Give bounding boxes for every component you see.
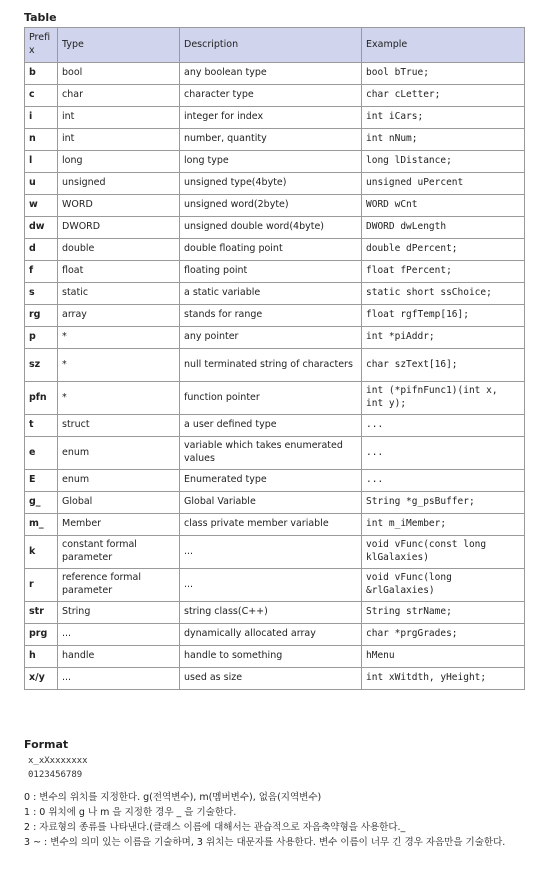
cell-type: *: [58, 349, 180, 382]
column-header-example: Example: [362, 28, 525, 63]
cell-prefix: pfn: [25, 382, 58, 415]
cell-type: constant formal parameter: [58, 536, 180, 569]
format-note: 2 : 자료형의 종류를 나타낸다.(클래스 이름에 대해서는 관습적으로 자음축약형을 사용한다._: [24, 822, 406, 833]
cell-example: int nNum;: [362, 129, 525, 151]
cell-description: function pointer: [180, 382, 362, 415]
cell-type: double: [58, 239, 180, 261]
cell-type: char: [58, 85, 180, 107]
table-row: [25, 382, 525, 415]
cell-example: WORD wCnt: [362, 195, 525, 217]
cell-type: String: [58, 602, 180, 624]
cell-type: Global: [58, 492, 180, 514]
format-note: 1 : 0 위치에 g 나 m 을 지정한 경우 _ 을 기술한다.: [24, 807, 237, 818]
cell-description: any pointer: [180, 327, 362, 349]
cell-example: hMenu: [362, 646, 525, 668]
cell-prefix: b: [25, 63, 58, 85]
cell-type: int: [58, 129, 180, 151]
table-row: [25, 415, 525, 437]
cell-example: double dPercent;: [362, 239, 525, 261]
cell-example: char *prgGrades;: [362, 624, 525, 646]
format-heading: Format: [24, 738, 69, 751]
cell-prefix: str: [25, 602, 58, 624]
cell-prefix: i: [25, 107, 58, 129]
column-header-description: Description: [180, 28, 362, 63]
format-note: 3 ~ : 변수의 의미 있는 이름을 기술하며, 3 위치는 대문자를 사용한다. 변수 이름이 너무 긴 경우 자음만을 기술한다.: [24, 837, 506, 848]
cell-prefix: n: [25, 129, 58, 151]
cell-description: unsigned double word(4byte): [180, 217, 362, 239]
table-row: [25, 305, 525, 327]
cell-prefix: t: [25, 415, 58, 437]
cell-type: reference formal parameter: [58, 569, 180, 602]
cell-prefix: e: [25, 437, 58, 470]
column-header-type: Type: [58, 28, 180, 63]
cell-type: *: [58, 382, 180, 415]
cell-example: static short ssChoice;: [362, 283, 525, 305]
table-row: [25, 327, 525, 349]
cell-type: struct: [58, 415, 180, 437]
cell-prefix: p: [25, 327, 58, 349]
cell-example: String strName;: [362, 602, 525, 624]
cell-description: Global Variable: [180, 492, 362, 514]
cell-description: unsigned type(4byte): [180, 173, 362, 195]
cell-example: float fPercent;: [362, 261, 525, 283]
table-row: [25, 602, 525, 624]
cell-example: int m_iMember;: [362, 514, 525, 536]
cell-description: dynamically allocated array: [180, 624, 362, 646]
format-note: 0 : 변수의 위치를 지정한다. g(전역변수), m(멤버변수), 없음(지역변수): [24, 792, 322, 803]
cell-type: unsigned: [58, 173, 180, 195]
cell-description: string class(C++): [180, 602, 362, 624]
format-indices: 0123456789: [28, 770, 83, 780]
table-row: [25, 514, 525, 536]
cell-type: handle: [58, 646, 180, 668]
cell-description: variable which takes enumerated values: [180, 437, 362, 470]
table-row: [25, 217, 525, 239]
table-row: [25, 129, 525, 151]
cell-example: void vFunc(const long klGalaxies): [362, 536, 525, 569]
table-row: [25, 624, 525, 646]
table-body: [25, 63, 525, 690]
cell-description: null terminated string of characters: [180, 349, 362, 382]
column-header-prefix: Prefix: [25, 28, 58, 63]
cell-example: ...: [362, 470, 525, 492]
cell-type: Member: [58, 514, 180, 536]
cell-description: number, quantity: [180, 129, 362, 151]
table-heading: Table: [24, 11, 57, 24]
cell-prefix: d: [25, 239, 58, 261]
cell-example: int xWitdth, yHeight;: [362, 668, 525, 690]
cell-example: int *piAddr;: [362, 327, 525, 349]
table-row: [25, 668, 525, 690]
cell-description: floating point: [180, 261, 362, 283]
table-row: [25, 261, 525, 283]
cell-description: stands for range: [180, 305, 362, 327]
cell-prefix: w: [25, 195, 58, 217]
cell-description: ...: [180, 569, 362, 602]
cell-type: WORD: [58, 195, 180, 217]
table-row: [25, 470, 525, 492]
cell-type: enum: [58, 470, 180, 492]
cell-example: char cLetter;: [362, 85, 525, 107]
table-header-row: [25, 28, 525, 63]
table-row: [25, 569, 525, 602]
format-pattern: x_xXxxxxxxx: [28, 756, 88, 766]
table-row: [25, 173, 525, 195]
cell-description: character type: [180, 85, 362, 107]
cell-example: long lDistance;: [362, 151, 525, 173]
table-row: [25, 239, 525, 261]
cell-prefix: x/y: [25, 668, 58, 690]
cell-example: ...: [362, 415, 525, 437]
cell-example: DWORD dwLength: [362, 217, 525, 239]
cell-type: *: [58, 327, 180, 349]
cell-prefix: r: [25, 569, 58, 602]
cell-description: class private member variable: [180, 514, 362, 536]
cell-example: char szText[16];: [362, 349, 525, 382]
cell-type: int: [58, 107, 180, 129]
cell-example: int iCars;: [362, 107, 525, 129]
cell-description: a static variable: [180, 283, 362, 305]
cell-example: bool bTrue;: [362, 63, 525, 85]
cell-description: handle to something: [180, 646, 362, 668]
cell-prefix: h: [25, 646, 58, 668]
cell-prefix: rg: [25, 305, 58, 327]
cell-type: DWORD: [58, 217, 180, 239]
cell-description: any boolean type: [180, 63, 362, 85]
cell-prefix: g_: [25, 492, 58, 514]
table-row: [25, 536, 525, 569]
table-row: [25, 492, 525, 514]
cell-type: array: [58, 305, 180, 327]
cell-example: unsigned uPercent: [362, 173, 525, 195]
cell-example: ...: [362, 437, 525, 470]
cell-prefix: dw: [25, 217, 58, 239]
cell-type: ...: [58, 668, 180, 690]
cell-example: float rgfTemp[16];: [362, 305, 525, 327]
cell-description: unsigned word(2byte): [180, 195, 362, 217]
cell-prefix: f: [25, 261, 58, 283]
cell-example: void vFunc(long &rlGalaxies): [362, 569, 525, 602]
cell-prefix: l: [25, 151, 58, 173]
cell-prefix: c: [25, 85, 58, 107]
cell-prefix: u: [25, 173, 58, 195]
cell-prefix: m_: [25, 514, 58, 536]
cell-prefix: E: [25, 470, 58, 492]
cell-type: ...: [58, 624, 180, 646]
cell-description: Enumerated type: [180, 470, 362, 492]
cell-type: bool: [58, 63, 180, 85]
table-row: [25, 195, 525, 217]
table-row: [25, 349, 525, 382]
cell-type: float: [58, 261, 180, 283]
table-row: [25, 437, 525, 470]
cell-prefix: s: [25, 283, 58, 305]
cell-type: static: [58, 283, 180, 305]
table-row: [25, 85, 525, 107]
cell-description: integer for index: [180, 107, 362, 129]
table-row: [25, 151, 525, 173]
cell-description: a user defined type: [180, 415, 362, 437]
cell-description: long type: [180, 151, 362, 173]
cell-description: ...: [180, 536, 362, 569]
table-row: [25, 107, 525, 129]
table-row: [25, 646, 525, 668]
cell-description: used as size: [180, 668, 362, 690]
cell-prefix: sz: [25, 349, 58, 382]
table-row: [25, 283, 525, 305]
cell-type: long: [58, 151, 180, 173]
cell-type: enum: [58, 437, 180, 470]
cell-example: String *g_psBuffer;: [362, 492, 525, 514]
cell-example: int (*pifnFunc1)(int x, int y);: [362, 382, 525, 415]
cell-description: double floating point: [180, 239, 362, 261]
cell-prefix: prg: [25, 624, 58, 646]
cell-prefix: k: [25, 536, 58, 569]
prefix-table: [24, 27, 525, 690]
table-row: [25, 63, 525, 85]
